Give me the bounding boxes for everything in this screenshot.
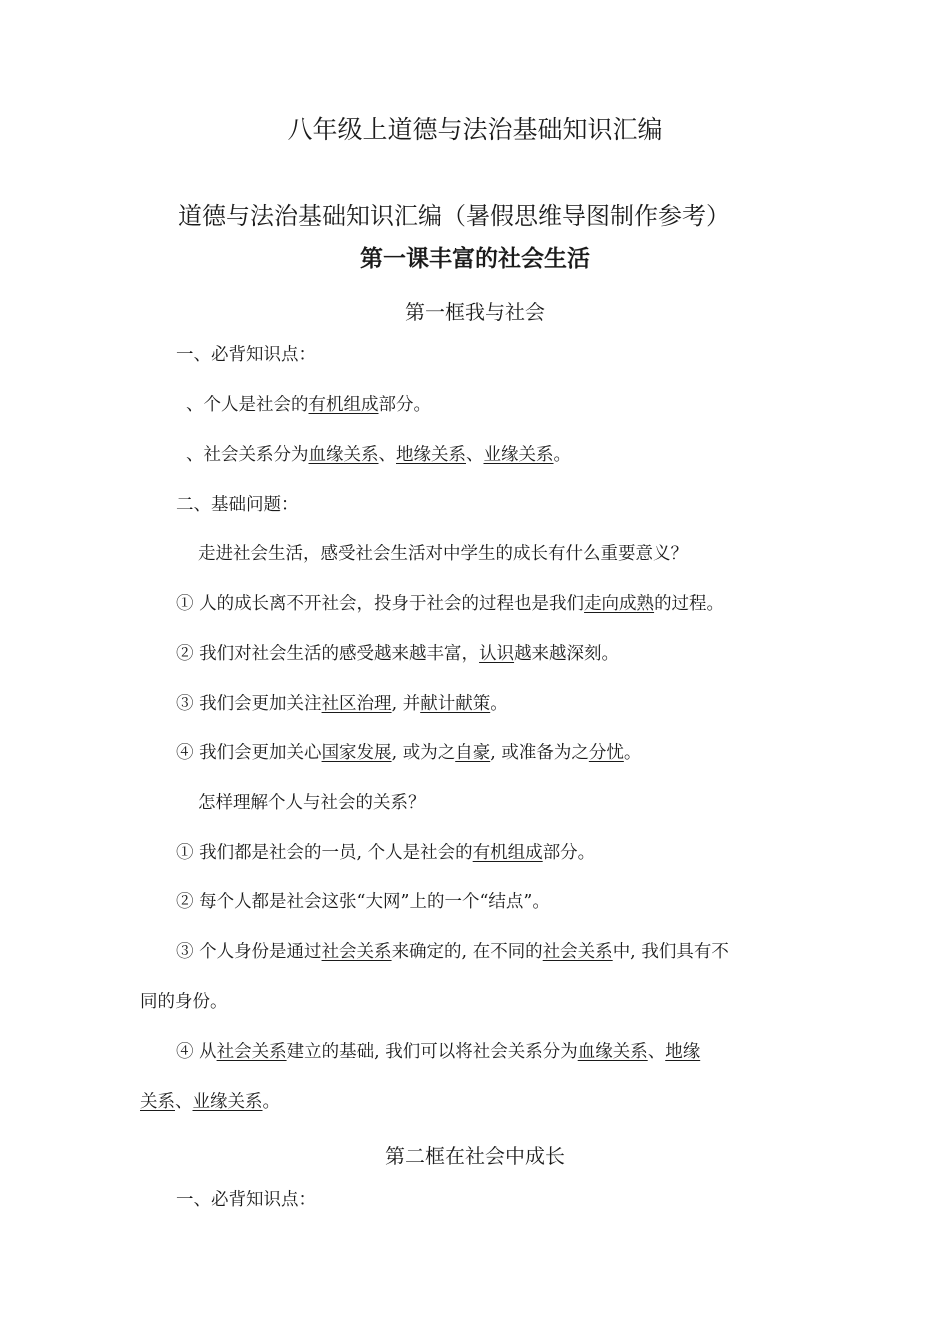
question-2: 怎样理解个人与社会的关系？ — [198, 793, 426, 813]
answer-item-continued: 关系、业缘关系。 — [140, 1092, 280, 1112]
question-1: 走进社会生活，感受社会生活对中学生的成长有什么重要意义？ — [198, 544, 688, 564]
knowledge-point-1: 、个人是社会的有机组成部分。 — [186, 395, 431, 415]
answer-item: ③ 我们会更加关注社区治理, 并献计献策。 — [176, 694, 508, 714]
frame1-title: 第一框我与社会 — [405, 300, 545, 324]
answer-item: ① 我们都是社会的一员, 个人是社会的有机组成部分。 — [176, 843, 596, 863]
answer-item: ② 每个人都是社会这张“大网”上的一个“结点”。 — [176, 892, 550, 912]
answer-item: ③ 个人身份是通过社会关系来确定的, 在不同的社会关系中, 我们具有不 — [176, 942, 729, 962]
document-subtitle: 道德与法治基础知识汇编（暑假思维导图制作参考） — [178, 202, 730, 230]
section-heading: 一、必背知识点： — [176, 1190, 316, 1210]
lesson-title: 第一课丰富的社会生活 — [360, 246, 590, 272]
knowledge-point-2: 、社会关系分为血缘关系、地缘关系、业缘关系。 — [186, 445, 571, 465]
section-heading: 二、基础问题： — [176, 495, 299, 515]
frame2-title: 第二框在社会中成长 — [385, 1144, 565, 1168]
answer-item: ② 我们对社会生活的感受越来越丰富，认识越来越深刻。 — [176, 644, 620, 664]
answer-item: ④ 从社会关系建立的基础, 我们可以将社会关系分为血缘关系、地缘 — [176, 1042, 701, 1062]
answer-item: ① 人的成长离不开社会，投身于社会的过程也是我们走向成熟的过程。 — [176, 594, 725, 614]
document-title: 八年级上道德与法治基础知识汇编 — [287, 115, 663, 144]
answer-item: ④ 我们会更加关心国家发展, 或为之自豪, 或准备为之分忧。 — [176, 743, 642, 763]
answer-item-continued: 同的身份。 — [140, 992, 228, 1012]
section-heading: 一、必背知识点： — [176, 345, 316, 365]
